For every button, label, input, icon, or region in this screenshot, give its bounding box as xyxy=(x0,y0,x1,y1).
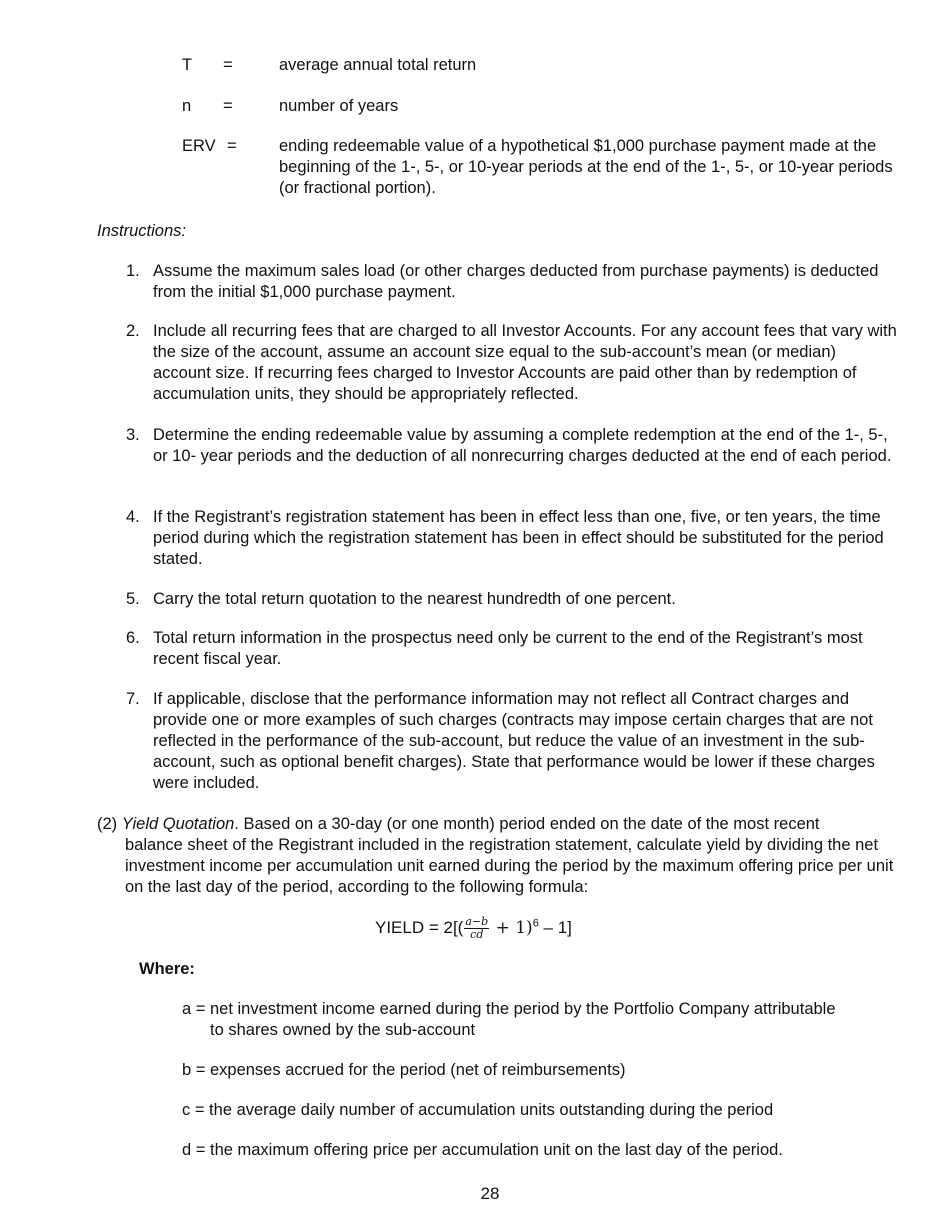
yield-section-number: (2) xyxy=(97,815,118,833)
instruction-number: 4. xyxy=(126,508,140,526)
definition-equals: = xyxy=(223,97,233,115)
variable-text: b = expenses accrued for the period (net of reimbursements) xyxy=(182,1061,626,1079)
definition-text: ending redeemable value of a hypothetical $1,000 purchase payment made at the beginning of the 1-, 5-, or 10-year periods at the end of the 1-, 5-, or 10-year periods (or fractional portion). xyxy=(279,137,893,197)
definition-equals: = xyxy=(227,137,237,155)
yield-continuation: balance sheet of the Registrant included in the registration statement, calculate yield by dividing the net investment income per accumulation unit earned during the period by the maximum offering price per unit on the last day of the period, according to the following formula: xyxy=(125,836,894,896)
definition-text: average annual total return xyxy=(279,56,477,74)
instruction-text: Assume the maximum sales load (or other charges deducted from purchase payments) is deducted from the initial $1,000 purchase payment. xyxy=(153,262,879,301)
variable-text-continued: to shares owned by the sub-account xyxy=(210,1021,476,1039)
instruction-number: 3. xyxy=(126,426,140,444)
formula-fraction xyxy=(464,916,489,941)
variable-text: a = net investment income earned during the period by the Portfolio Company attributable xyxy=(182,1000,836,1018)
instruction-text: If the Registrant’s registration statement has been in effect less than one, five, or ten years, the time period during which the registration statement has been in effect should be substituted for the period stated. xyxy=(153,508,884,568)
variable-definition-a xyxy=(182,999,897,1041)
instruction-text: Total return information in the prospectus need only be current to the end of the Registrant’s most recent fiscal year. xyxy=(153,629,863,668)
instruction-number: 2. xyxy=(126,322,140,340)
yield-quotation-paragraph xyxy=(97,814,897,898)
yield-heading: Yield Quotation xyxy=(121,815,235,833)
formula-plus-one: + 1) xyxy=(490,917,533,938)
formula-exponent: 6 xyxy=(532,917,539,930)
variable-definition-b xyxy=(182,1060,897,1081)
variable-text: c = the average daily number of accumulation units outstanding during the period xyxy=(182,1101,774,1119)
formula-denominator: cd xyxy=(470,928,484,941)
formula-lhs: YIELD = 2[( xyxy=(375,917,464,937)
variable-definition-c xyxy=(182,1100,897,1121)
instruction-number: 5. xyxy=(126,590,140,608)
definition-symbol: T xyxy=(182,56,193,74)
instructions-label: Instructions: xyxy=(97,222,186,240)
instruction-number: 7. xyxy=(126,690,140,708)
instruction-text: Determine the ending redeemable value by assuming a complete redemption at the end of the 1-, 5-, or 10- year periods and the deduction of all nonrecurring charges deducted at the end of each period. xyxy=(153,426,892,465)
where-label: Where: xyxy=(139,960,195,978)
definition-symbol: ERV xyxy=(182,137,216,155)
instruction-text: Include all recurring fees that are charged to all Investor Accounts. For any account fees that vary with the size of the account, assume an account size equal to the sub-account’s mean (or median) account size. If recurring fees charged to Investor Accounts are paid other than by redemption of accumulation units, they should be appropriately reflected. xyxy=(153,322,897,403)
variable-definition-d xyxy=(182,1140,897,1161)
page-number: 28 xyxy=(480,1184,500,1203)
instruction-text: If applicable, disclose that the performance information may not reflect all Contract charges and provide one or more examples of such charges (contracts may impose certain charges that are not reflected in the performance of the sub-account, but reduce the value of an investment in the sub-account, such as optional benefit charges). State that performance would be lower if these charges were included. xyxy=(153,690,875,792)
definition-equals: = xyxy=(223,56,233,74)
formula-numerator: a−b xyxy=(465,915,489,928)
definition-symbol: n xyxy=(182,97,192,115)
instruction-text: Carry the total return quotation to the nearest hundredth of one percent. xyxy=(153,590,676,608)
instruction-number: 1. xyxy=(126,262,140,280)
variable-text: d = the maximum offering price per accumulation unit on the last day of the period. xyxy=(182,1141,783,1159)
instruction-number: 6. xyxy=(126,629,140,647)
formula-tail: – 1] xyxy=(538,917,572,937)
yield-first-line: . Based on a 30-day (or one month) period ended on the date of the most recent xyxy=(234,815,820,833)
definition-text: number of years xyxy=(279,97,399,115)
yield-formula xyxy=(375,916,572,941)
